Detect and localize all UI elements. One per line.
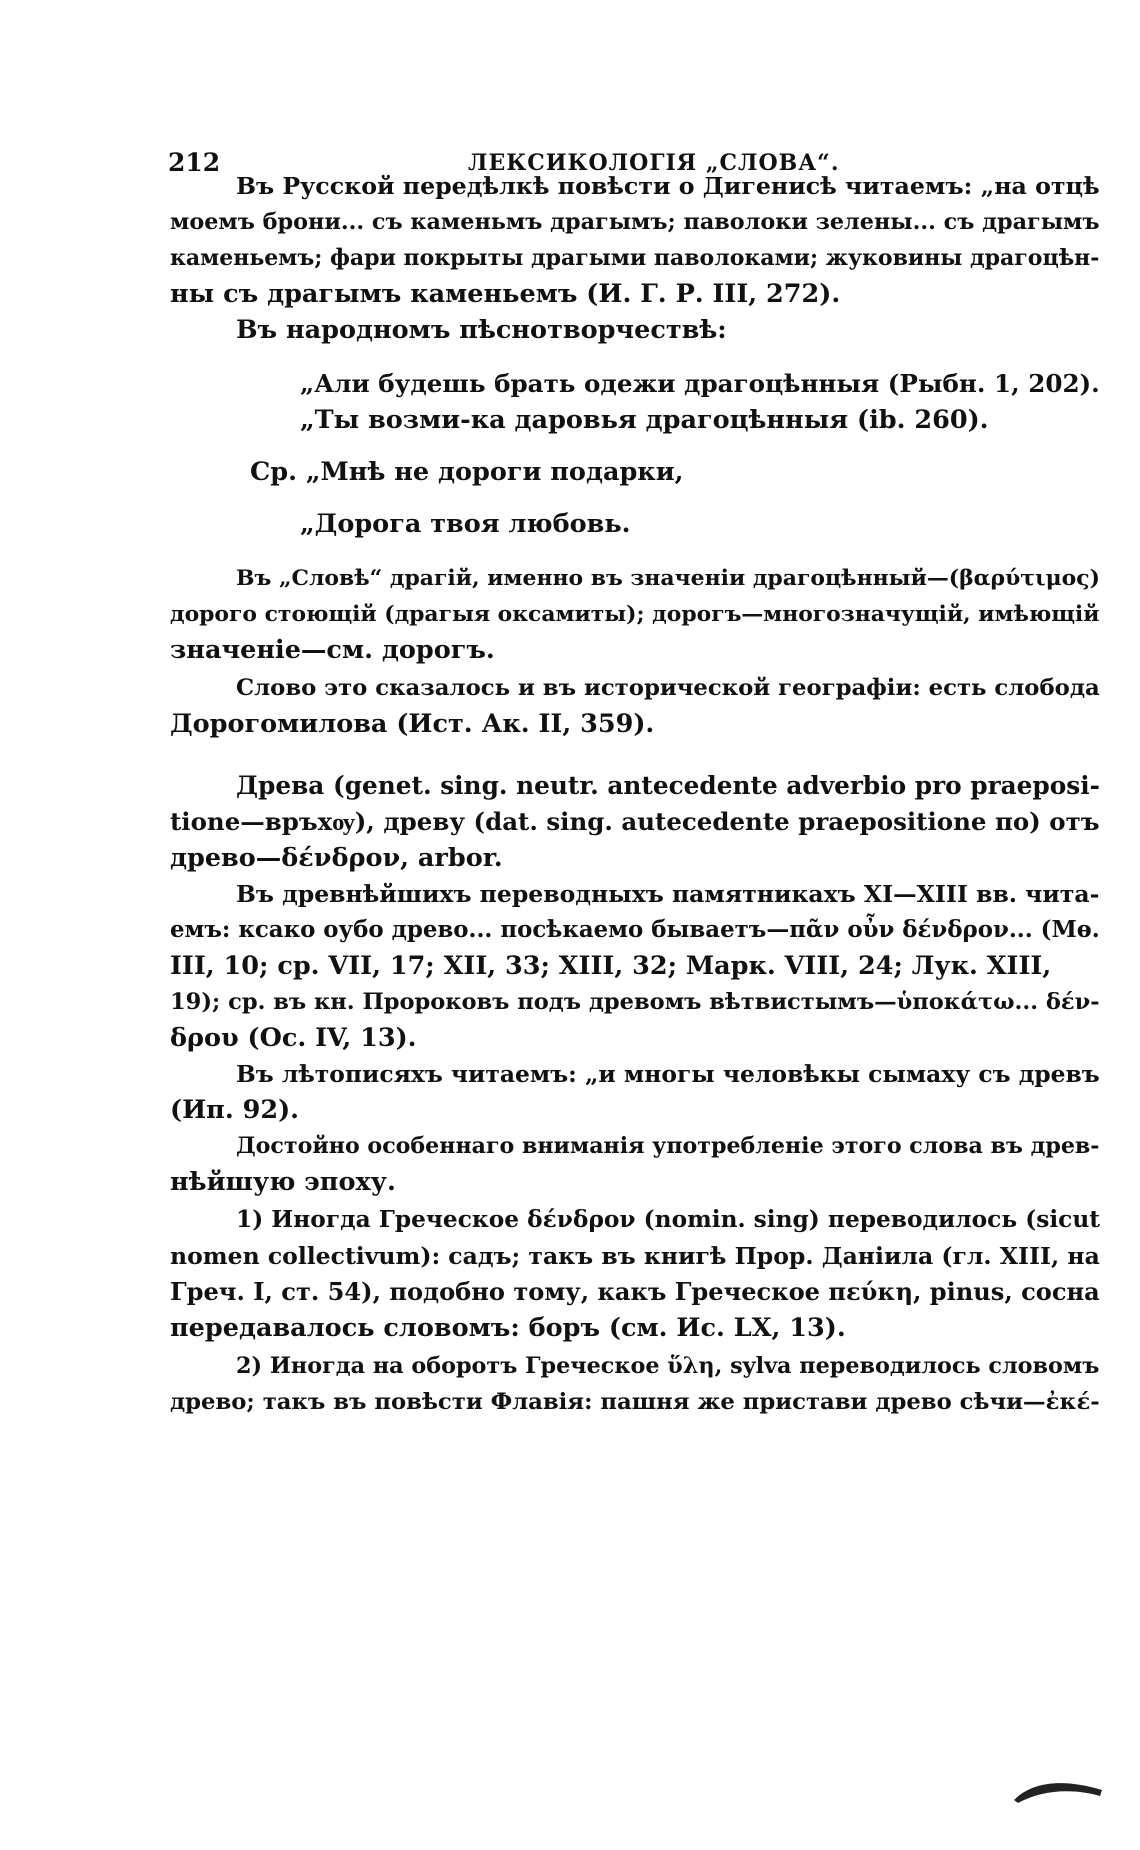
quote-line: „Ты возми-ка даровья драгоцѣнныя (ib. 260). xyxy=(300,405,989,435)
text-line: Достойно особеннаго вниманія употребленіе этого слова въ древ- xyxy=(236,1133,1100,1159)
text-line: Въ „Словѣ“ драгій, именно въ значеніи драгоцѣнный—(βαρύτιμος) xyxy=(236,565,1100,591)
text-line: (Ип. 92). xyxy=(170,1095,300,1125)
text-line: передавалось словомъ: боръ (см. Ис. LX, 13). xyxy=(170,1313,846,1343)
text-line: Въ Русской передѣлкѣ повѣсти о Дигенисѣ читаемъ: „на отцѣ xyxy=(236,172,1100,200)
text-line: нѣйшую эпоху. xyxy=(170,1167,396,1197)
ink-smudge-mark xyxy=(1012,1776,1104,1804)
text-line: III, 10; ср. VII, 17; XII, 33; XIII, 32; Марк. VIII, 24; Лук. XIII, xyxy=(170,951,1052,981)
text-line: Древа (genet. sing. neutr. antecedente adverbio pro praeposi- xyxy=(236,771,1100,800)
quote-line: „Али будешь брать одежи драгоцѣнныя (Рыбн. 1, 202). xyxy=(300,369,1100,398)
text-line: Дорогомилова (Ист. Ак. II, 359). xyxy=(170,709,655,739)
text-line: 19); ср. въ кн. Пророковъ подъ древомъ вѣтвистымъ—ὑποκάτω... δέν- xyxy=(170,989,1100,1015)
text-line: nomen collectivum): садъ; такъ въ книгѣ Прор. Даніила (гл. XIII, на xyxy=(170,1242,1100,1270)
text-line: Въ древнѣйшихъ переводныхъ памятникахъ XI—XIII вв. чита- xyxy=(236,880,1100,908)
text-line: Греч. I, ст. 54), подобно тому, какъ Греческое πεύκη, pinus, сосна xyxy=(170,1277,1100,1306)
text-line: емъ: ксако оубо древо... посѣкаемо бываетъ—πᾶν οὖν δένδρον... (Мѳ. xyxy=(170,917,1100,943)
text-line: древо; такъ въ повѣсти Флавія: пашня же пристави древо сѣчи—ἐκέ- xyxy=(170,1389,1100,1415)
quote-line: Ср. „Мнѣ не дороги подарки, xyxy=(250,457,684,487)
text-line: tione—връхѹ), древу (dat. sing. autecedente praepositione по) отъ xyxy=(170,807,1100,836)
text-line: дорого стоющій (драгыя оксамиты); дорогъ—многозначущій, имѣющій xyxy=(170,601,1100,627)
text-line: древо—δένδρον, arbor. xyxy=(170,843,503,873)
page-number: 212 xyxy=(168,148,221,177)
text-line: 2) Иногда на оборотъ Греческое ὕλη, sylva переводилось словомъ xyxy=(236,1353,1100,1379)
text-line: Въ народномъ пѣснотворчествѣ: xyxy=(236,315,727,345)
text-line: 1) Иногда Греческое δένδρον (nomin. sing) переводилось (sicut xyxy=(236,1206,1101,1233)
text-line: δρου (Ос. IV, 13). xyxy=(170,1023,417,1053)
text-line: значеніе—см. дорогъ. xyxy=(170,635,495,665)
text-line: Въ лѣтописяхъ читаемъ: „и многы человѣкы сымаху съ древъ xyxy=(236,1060,1100,1088)
text-line: ны съ драгымъ каменьемъ (И. Г. Р. III, 272). xyxy=(170,279,841,309)
quote-line: „Дорога твоя любовь. xyxy=(300,509,631,539)
text-line: моемъ брони... съ каменьмъ драгымъ; паволоки зелены... съ драгымъ xyxy=(170,209,1100,235)
text-line: каменьемъ; фари покрыты драгыми паволоками; жуковины драгоцѣн- xyxy=(170,245,1100,271)
running-title: ЛЕКСИКОЛОГІЯ „СЛОВА“. xyxy=(468,150,840,176)
text-line: Слово это сказалось и въ исторической географіи: есть слобода xyxy=(236,675,1100,701)
